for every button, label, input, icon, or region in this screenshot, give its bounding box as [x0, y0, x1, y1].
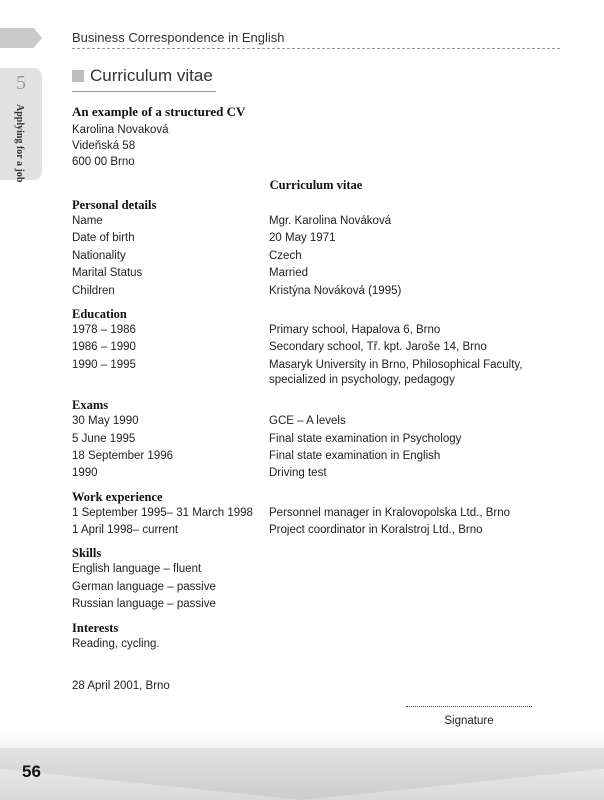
row-value: GCE – A levels — [269, 415, 346, 428]
cv-body — [72, 196, 558, 654]
sender-address — [72, 122, 169, 170]
table-row — [72, 214, 558, 229]
running-header-title: Business Correspondence in English — [72, 30, 285, 45]
section-title — [72, 66, 213, 86]
address-street: Videňská 58 — [72, 140, 136, 152]
list-item: English language – fluent — [72, 563, 202, 576]
row-value: Mgr. Karolina Nováková — [269, 215, 392, 227]
row-label: Marital Status — [72, 267, 143, 280]
row-period: 1986 – 1990 — [72, 341, 136, 354]
education-heading: Education — [72, 306, 127, 321]
header-divider — [72, 48, 560, 49]
table-row — [72, 266, 558, 281]
example-heading: An example of a structured CV — [72, 104, 246, 119]
chapter-label: Applying for a job — [14, 104, 25, 183]
table-row — [72, 249, 558, 264]
row-value: Final state examination in Psychology — [269, 432, 462, 445]
row-label: Name — [72, 215, 103, 227]
date-place: 28 April 2001, Brno — [72, 680, 170, 692]
list-item: Russian language – passive — [72, 598, 216, 611]
page-number: 56 — [22, 762, 41, 781]
row-date: 5 June 1995 — [72, 432, 136, 445]
skills-heading: Skills — [72, 546, 102, 561]
table-row — [72, 231, 558, 246]
address-city: 600 00 Brno — [72, 156, 135, 168]
row-period: 1 April 1998– current — [72, 524, 179, 537]
row-date: 30 May 1990 — [72, 415, 139, 428]
row-value: Married — [269, 267, 308, 280]
row-label: Date of birth — [72, 232, 135, 245]
table-row — [72, 449, 558, 464]
row-label: Nationality — [72, 249, 126, 262]
table-row — [72, 323, 558, 338]
row-value: Kristýna Nováková (1995) — [269, 284, 402, 297]
row-value-line-2: specialized in psychology, pedagogy — [269, 373, 455, 386]
chapter-number: 5 — [16, 72, 26, 94]
table-row — [72, 466, 558, 481]
row-value-line-1: Masaryk University in Brno, Philosophical Faculty, — [269, 358, 523, 371]
header-tab-marker — [0, 28, 42, 48]
table-row — [72, 414, 558, 429]
exams-heading: Exams — [72, 398, 109, 413]
row-value: Personnel manager in Kralovopolska Ltd., Brno — [269, 506, 511, 519]
row-period: 1978 – 1986 — [72, 323, 136, 336]
address-name: Karolina Novaková — [72, 124, 169, 136]
signature-line — [406, 706, 532, 707]
chapter-tab — [0, 68, 42, 183]
row-value: Driving test — [269, 467, 327, 480]
row-value: Final state examination in English — [269, 449, 441, 462]
interests-text: Reading, cycling. — [72, 637, 160, 650]
table-row — [72, 432, 558, 447]
row-period: 1990 – 1995 — [72, 358, 136, 371]
row-period: 1 September 1995– 31 March 1998 — [72, 506, 253, 519]
section-square-icon — [72, 70, 84, 82]
row-date: 18 September 1996 — [72, 449, 174, 462]
row-label: Children — [72, 284, 115, 297]
interests-heading: Interests — [72, 620, 119, 635]
table-row — [72, 523, 558, 538]
table-row — [72, 506, 558, 521]
work-experience-heading: Work experience — [72, 489, 163, 504]
row-value: Project coordinator in Koralstroj Ltd., Brno — [269, 524, 483, 537]
row-value: Primary school, Hapalova 6, Brno — [269, 323, 441, 336]
row-value: Czech — [269, 249, 302, 262]
table-row — [72, 284, 558, 299]
table-row — [72, 358, 558, 388]
row-date: 1990 — [72, 467, 98, 480]
section-title-text: Curriculum vitae — [90, 66, 213, 85]
personal-details-heading: Personal details — [72, 198, 157, 212]
table-row — [72, 340, 558, 355]
list-item: German language – passive — [72, 580, 216, 593]
row-value: Secondary school, Tř. kpt. Jaroše 14, Brno — [269, 341, 487, 354]
row-value: 20 May 1971 — [269, 232, 336, 245]
section-underline — [72, 91, 216, 92]
row-value-multiline — [269, 358, 558, 388]
signature-label: Signature — [444, 715, 494, 727]
cv-title: Curriculum vitae — [269, 178, 363, 192]
